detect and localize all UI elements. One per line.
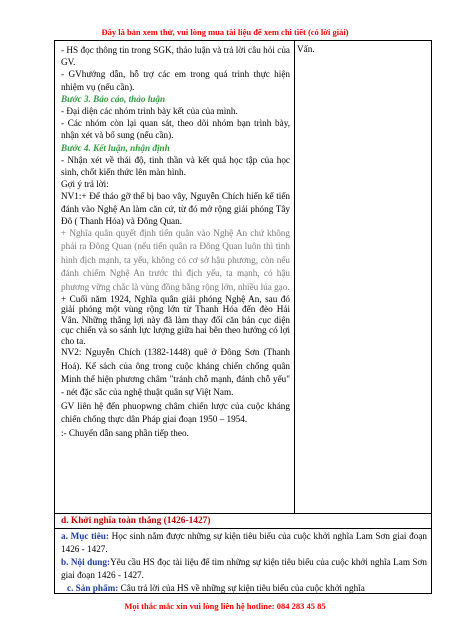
hs-read-line: - HS đọc thông tin trong SGK, thảo luận và trả lời câu hỏi của GV.	[61, 45, 290, 68]
nv1-point-b: + Nghĩa quân quyết định tiến quân vào Nghệ An chứ không phải ra Đông Quan (nếu tiến quân ra Đông Quan luôn thì tình hình địch mạnh, ta yếu, không có cơ sở hậu phương, còn nếu đánh chiếm Nghệ An trước thì địch yếu, ta mạnh, có hậu phương vững chắc là vùng đồng bằng rộng lớn, nhiều lúa gạo.	[61, 228, 290, 292]
row-divider	[55, 528, 431, 529]
step3-line-1: - Đại diện các nhóm trình bày kết của của mình.	[61, 106, 238, 117]
content-label: b. Nội dung:	[61, 557, 111, 567]
nv1-point-a: NV1:+ Để tháo gỡ thế bị bao vây, Nguyễn Chích hiến kế tiến đánh vào Nghệ An làm căn cứ, từ đó mở rộng giải phóng Tây Đô ( Thanh Hóa) và Đông Quan.	[61, 191, 290, 226]
step3-line-2: - Các nhóm còn lại quan sát, theo dõi nhóm bạn trình bày, nhận xét và bổ sung (nếu cần).	[61, 118, 290, 141]
product-label: c. Sản phẩm:	[67, 583, 119, 593]
content-text: Yêu cầu HS đọc tài liệu để tìm những sự kiện tiêu biểu của cuộc khởi nghĩa Lam Sơn giai đoạn 1426 - 1427.	[61, 557, 427, 580]
nv1-point-c: + Cuối năm 1924, Nghĩa quân giải phóng Nghệ An, sau đó giải phóng một vùng rộng lớn từ Thanh Hóa đến đèo Hải Vân. Những thắng lợi này đã làm thay đổi căn bản cục diện cục chiến và so sánh lực lượng giữa hai bên theo hướng có lợi cho ta.	[61, 294, 290, 346]
bottom-hotline-banner: Mọi thắc mắc xin vui lòng liên hệ hotline: 084 283 45 85	[124, 601, 326, 611]
transition-line: :- Chuyển dẫn sang phần tiếp theo.	[61, 427, 189, 438]
section-d-title: d. Khởi nghĩa toàn thắng (1426-1427)	[61, 516, 211, 526]
content-paragraph	[61, 556, 427, 582]
product-paragraph	[61, 582, 427, 595]
answer-hint: Gợi ý trả lời:	[61, 179, 109, 190]
goal-text: Học sinh nắm được những sự kiện tiêu biểu của cuộc khởi nghĩa Lam Sơn giai đoạn 1426 - 1427.	[61, 531, 427, 554]
lesson-table	[54, 40, 432, 594]
section-d-body	[55, 530, 431, 595]
goal-paragraph	[61, 530, 427, 556]
goal-label: a. Mục tiêu:	[61, 531, 109, 541]
activity-column	[55, 41, 295, 513]
step4-line-1: - Nhận xét về thái độ, tinh thần và kết quả học tập của học sinh, chốt kiến thức lên màn hình.	[61, 154, 290, 178]
product-text: Câu trả lời của HS về những sự kiện tiêu biểu của cuộc khởi nghĩa	[118, 583, 365, 593]
gv-guide-line: - GVhướng dẫn, hỗ trợ các em trong quá trình thực hiện nhiệm vụ (nếu cần).	[61, 69, 290, 92]
top-preview-banner: Đây là bản xem thử, vui lòng mua tài liệu để xem chi tiết (có lời giải)	[101, 27, 349, 37]
step4-heading: Bước 4. Kết luận, nhận định	[61, 142, 170, 153]
gv-link-paragraph: GV liên hệ đến phuopwng châm chiến lược của cuộc kháng chiến chống thực dân Pháp giai đoạn 1950 – 1954.	[61, 400, 290, 425]
nv2-paragraph: NV2: Nguyễn Chích (1382-1448) quê ở Đông Sơn (Thanh Hoá). Kế sách của ông trong cuộc kháng chiến chống quân Minh thể hiện phương châm "tránh chỗ mạnh, đánh chỗ yếu" - nét đặc sắc của nghệ thuật quân sự Việt Nam.	[61, 347, 290, 398]
step3-heading: Bước 3. Báo cáo, thảo luận	[61, 93, 166, 104]
product-column-label: Vấn.	[297, 44, 315, 54]
